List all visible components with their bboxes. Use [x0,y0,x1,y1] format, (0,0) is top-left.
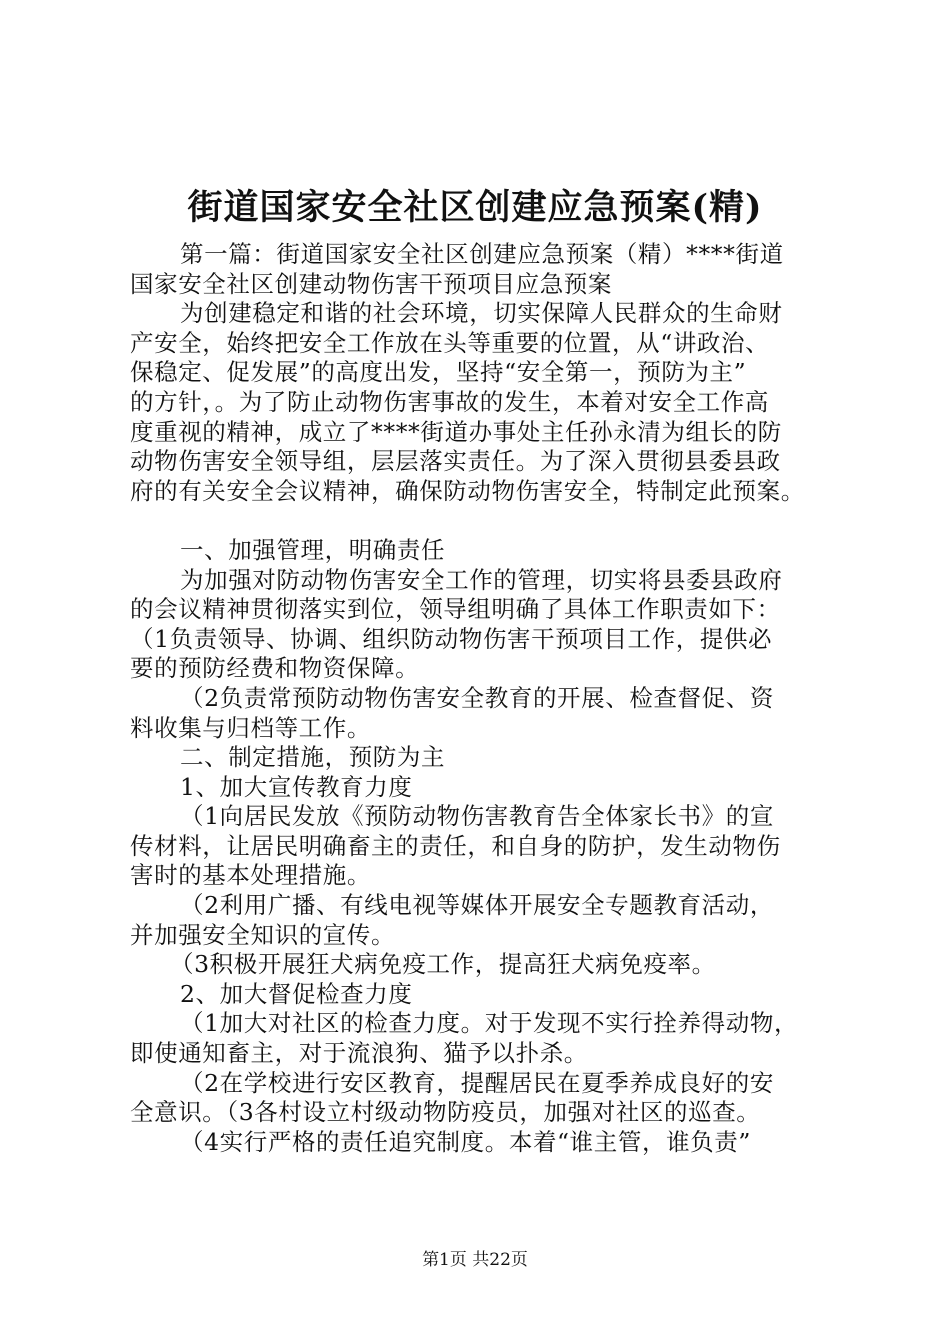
text-line: 传材料，让居民明确畜主的责任，和自身的防护，发生动物伤 [130,831,781,860]
text-line: （2在学校进行安区教育，提醒居民在夏季养成良好的安 [180,1068,774,1097]
page-footer: 第1页 共22页 [422,1250,528,1270]
text-line: 国家安全社区创建动物伤害干预项目应急预案 [130,269,612,298]
text-line: 为加强对防动物伤害安全工作的管理，切实将县委县政府 [180,565,783,594]
text-line: （4实行严格的责任追究制度。本着“谁主管，谁负责” [180,1127,751,1156]
text-line: （2利用广播、有线电视等媒体开展安全专题教育活动， [180,891,774,920]
text-line: 产安全，始终把安全工作放在头等重要的位置，从“讲政治、 [130,328,770,357]
text-line: 动物伤害安全领导组，层层落实责任。为了深入贯彻县委县政 [130,447,781,476]
text-line: 全意识。（3各村设立村级动物防疫员，加强对社区的巡查。 [130,1098,761,1127]
text-line: 第一篇：街道国家安全社区创建应急预案（精）****街道 [180,240,784,268]
text-line: （1向居民发放《预防动物伤害教育告全体家长书》的宣 [180,802,774,831]
text-line: 的会议精神贯彻落实到位，领导组明确了具体工作职责如下： [130,595,781,624]
text-line: 1、加大宣传教育力度 [180,772,413,801]
text-line: 要的预防经费和物资保障。 [130,654,420,683]
text-line: 害时的基本处理措施。 [130,861,371,890]
text-line: 度重视的精神，成立了****街道办事处主任孙永清为组长的防 [130,417,782,446]
text-line: 2、加大督促检查力度 [180,979,413,1008]
text-line: 府的有关安全会议精神，确保防动物伤害安全，特制定此预案。 [130,476,805,505]
text-line: 二、制定措施，预防为主 [180,743,446,772]
text-line: （3积极开展狂犬病免疫工作，提高狂犬病免疫率。 [170,950,716,979]
document-title: 街道国家安全社区创建应急预案(精) [187,187,763,228]
text-line: 并加强安全知识的宣传。 [130,920,396,949]
text-line: 为创建稳定和谐的社会环境，切实保障人民群众的生命财 [180,299,783,328]
paragraph-gap [130,506,850,536]
text-line: 一、加强管理，明确责任 [180,535,446,564]
text-line: 料收集与归档等工作。 [130,713,371,742]
text-line: （1负责领导、协调、组织防动物伤害干预项目工作，提供必 [130,624,773,653]
text-line: （2负责常预防动物伤害安全教育的开展、检查督促、资 [180,683,774,712]
text-line: （1加大对社区的检查力度。对于发现不实行拴养得动物， [180,1009,799,1038]
text-line: 的方针，。为了防止动物伤害事故的发生，本着对安全工作高 [130,387,769,416]
document-body [130,240,850,1157]
text-line: 即使通知畜主，对于流浪狗、猫予以扑杀。 [130,1039,588,1068]
text-line: 保稳定、促发展”的高度出发，坚持“安全第一，预防为主” [130,358,747,387]
